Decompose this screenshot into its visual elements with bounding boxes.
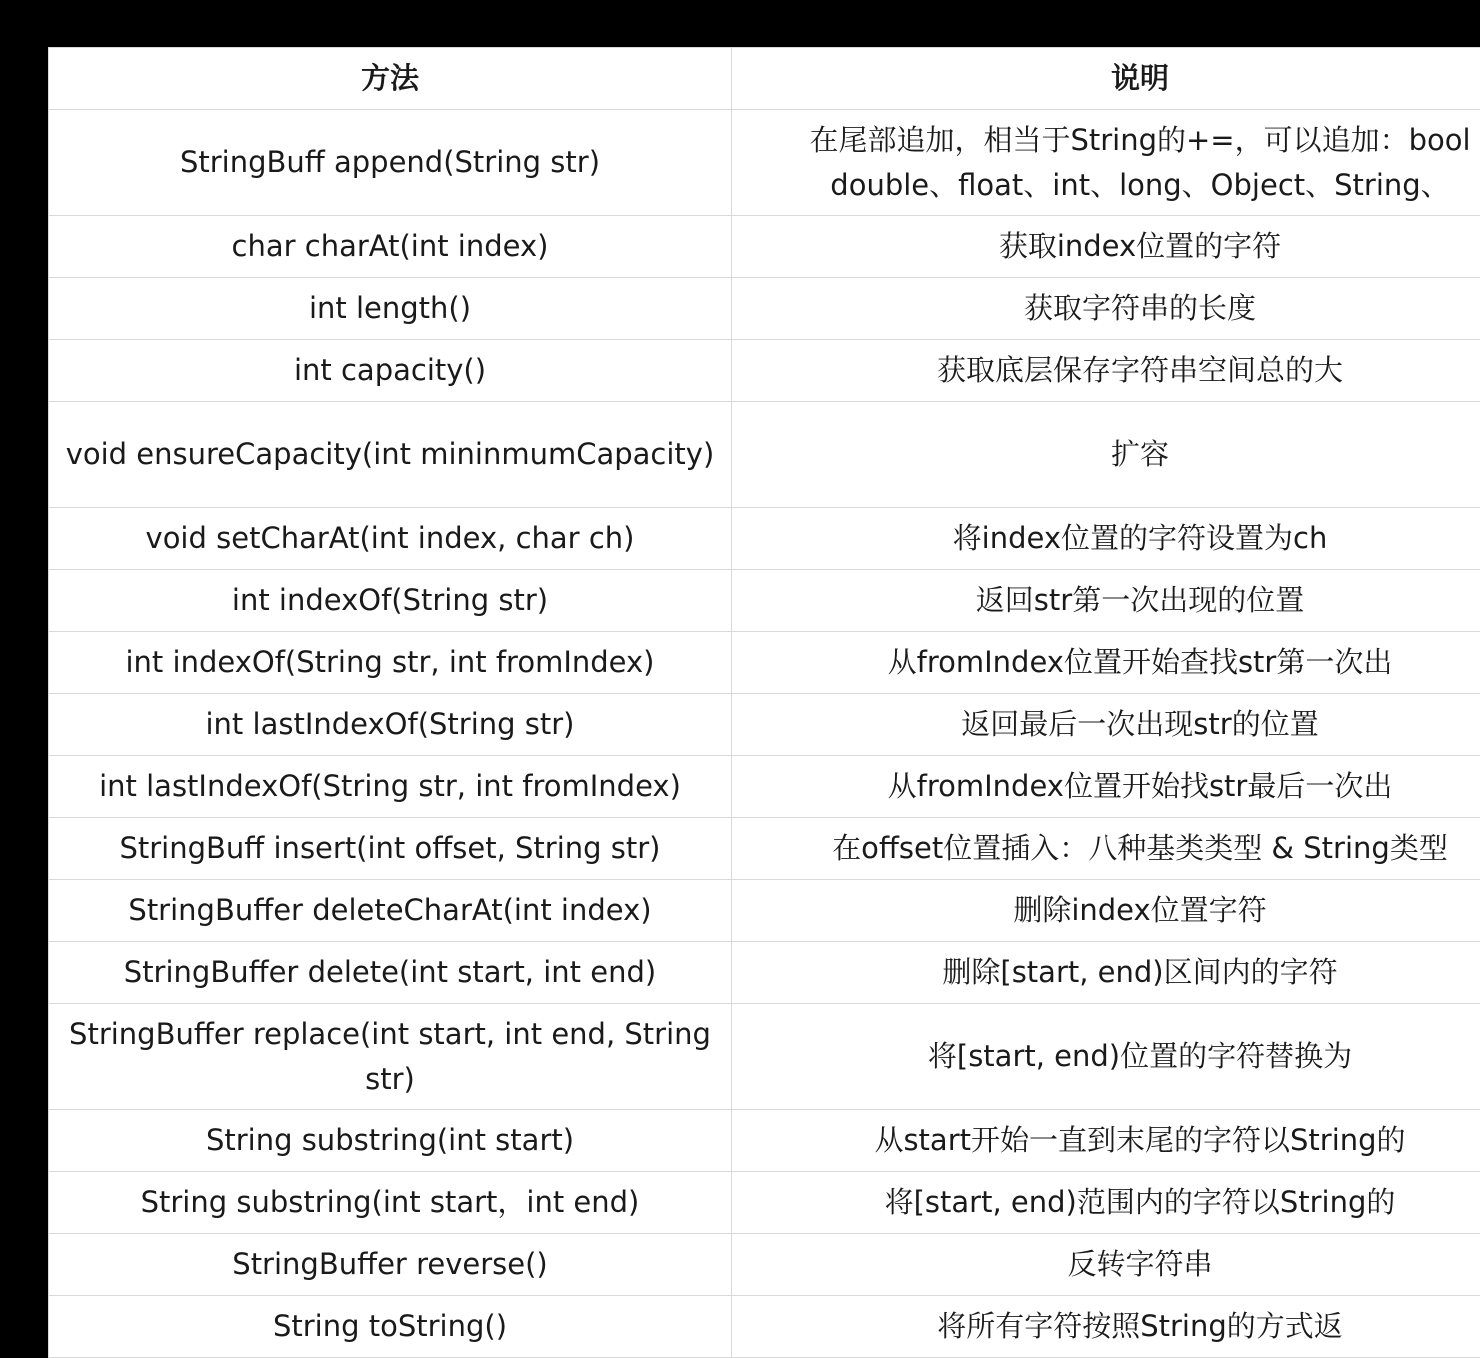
- method-cell: String substring(int start): [49, 1110, 732, 1172]
- table-row: [49, 1296, 1480, 1358]
- description-cell: [732, 1296, 1480, 1358]
- description-cell: [732, 880, 1480, 942]
- method-cell: StringBuff append(String str): [49, 110, 732, 216]
- method-cell: String toString(): [49, 1296, 732, 1358]
- description-cell: [732, 1172, 1480, 1234]
- method-cell: int lastIndexOf(String str): [49, 694, 732, 756]
- table-body: [49, 110, 1480, 1358]
- table-row: [49, 880, 1480, 942]
- method-cell: StringBuffer reverse(): [49, 1234, 732, 1296]
- description-cell: [732, 1004, 1480, 1110]
- description-text: 获取字符串的长度: [1023, 291, 1256, 325]
- table-row: [49, 942, 1480, 1004]
- description-text: 删除[start, end)区间内的字符: [942, 955, 1338, 989]
- description-cell: [732, 942, 1480, 1004]
- table-row: [49, 278, 1480, 340]
- description-cell: [732, 1110, 1480, 1172]
- table-row: [49, 340, 1480, 402]
- description-text: 将[start, end)范围内的字符以String的: [884, 1185, 1396, 1219]
- description-cell: [732, 278, 1480, 340]
- description-cell: [732, 508, 1480, 570]
- description-cell: [732, 340, 1480, 402]
- description-text: 将所有字符按照String的方式返: [937, 1309, 1343, 1343]
- description-text: 从start开始一直到末尾的字符以String的: [874, 1123, 1406, 1157]
- method-cell: StringBuffer replace(int start, int end, String str): [49, 1004, 732, 1110]
- table-header-row: [49, 48, 1480, 110]
- description-cell: [732, 694, 1480, 756]
- description-text: 获取index位置的字符: [998, 229, 1282, 263]
- table-row: [49, 1234, 1480, 1296]
- table-row: [49, 1172, 1480, 1234]
- table-row: [49, 1110, 1480, 1172]
- description-text: 从fromIndex位置开始查找str第一次出: [887, 645, 1393, 679]
- method-cell: int length(): [49, 278, 732, 340]
- description-text: 获取底层保存字符串空间总的大: [936, 353, 1343, 387]
- table-row: [49, 110, 1480, 216]
- table-row: [49, 570, 1480, 632]
- table-row: [49, 632, 1480, 694]
- description-text: 从fromIndex位置开始找str最后一次出: [887, 769, 1393, 803]
- method-cell: int capacity(): [49, 340, 732, 402]
- description-text-line2: double、float、int、long、Object、String、: [830, 167, 1450, 202]
- description-text: 在offset位置插入：八种基类类型 & String类型: [832, 831, 1448, 865]
- table-row: [49, 216, 1480, 278]
- description-cell: [732, 1234, 1480, 1296]
- method-cell: void ensureCapacity(int mininmumCapacity): [49, 402, 732, 508]
- description-cell: [732, 632, 1480, 694]
- method-cell: int lastIndexOf(String str, int fromIndex): [49, 756, 732, 818]
- description-text: 返回str第一次出现的位置: [975, 583, 1305, 617]
- method-cell: char charAt(int index): [49, 216, 732, 278]
- methods-table: [48, 47, 1480, 1358]
- description-text: 在尾部追加，相当于String的+=，可以追加：bool: [809, 122, 1471, 157]
- description-cell: [732, 216, 1480, 278]
- table-row: [49, 508, 1480, 570]
- table-row: [49, 402, 1480, 508]
- method-cell: int indexOf(String str): [49, 570, 732, 632]
- header-description: 说明: [732, 48, 1480, 110]
- description-text: 返回最后一次出现str的位置: [961, 707, 1319, 741]
- table-row: [49, 818, 1480, 880]
- method-cell: int indexOf(String str, int fromIndex): [49, 632, 732, 694]
- method-cell: StringBuffer delete(int start, int end): [49, 942, 732, 1004]
- header-method: 方法: [49, 48, 732, 110]
- method-cell: StringBuff insert(int offset, String str): [49, 818, 732, 880]
- description-cell: [732, 818, 1480, 880]
- description-cell: [732, 756, 1480, 818]
- method-cell: void setCharAt(int index, char ch): [49, 508, 732, 570]
- method-cell: StringBuffer deleteCharAt(int index): [49, 880, 732, 942]
- description-text: 扩容: [1110, 437, 1169, 471]
- table-row: [49, 756, 1480, 818]
- description-text: 反转字符串: [1067, 1247, 1213, 1281]
- description-cell: [732, 570, 1480, 632]
- description-cell: [732, 402, 1480, 508]
- description-text: 删除index位置字符: [1013, 893, 1267, 927]
- description-cell: [732, 110, 1480, 216]
- table-row: [49, 694, 1480, 756]
- description-text: 将index位置的字符设置为ch: [952, 521, 1328, 555]
- table-row: [49, 1004, 1480, 1110]
- document-sheet: [48, 47, 1480, 1358]
- description-text: 将[start, end)位置的字符替换为: [927, 1039, 1353, 1073]
- method-cell: String substring(int start，int end): [49, 1172, 732, 1234]
